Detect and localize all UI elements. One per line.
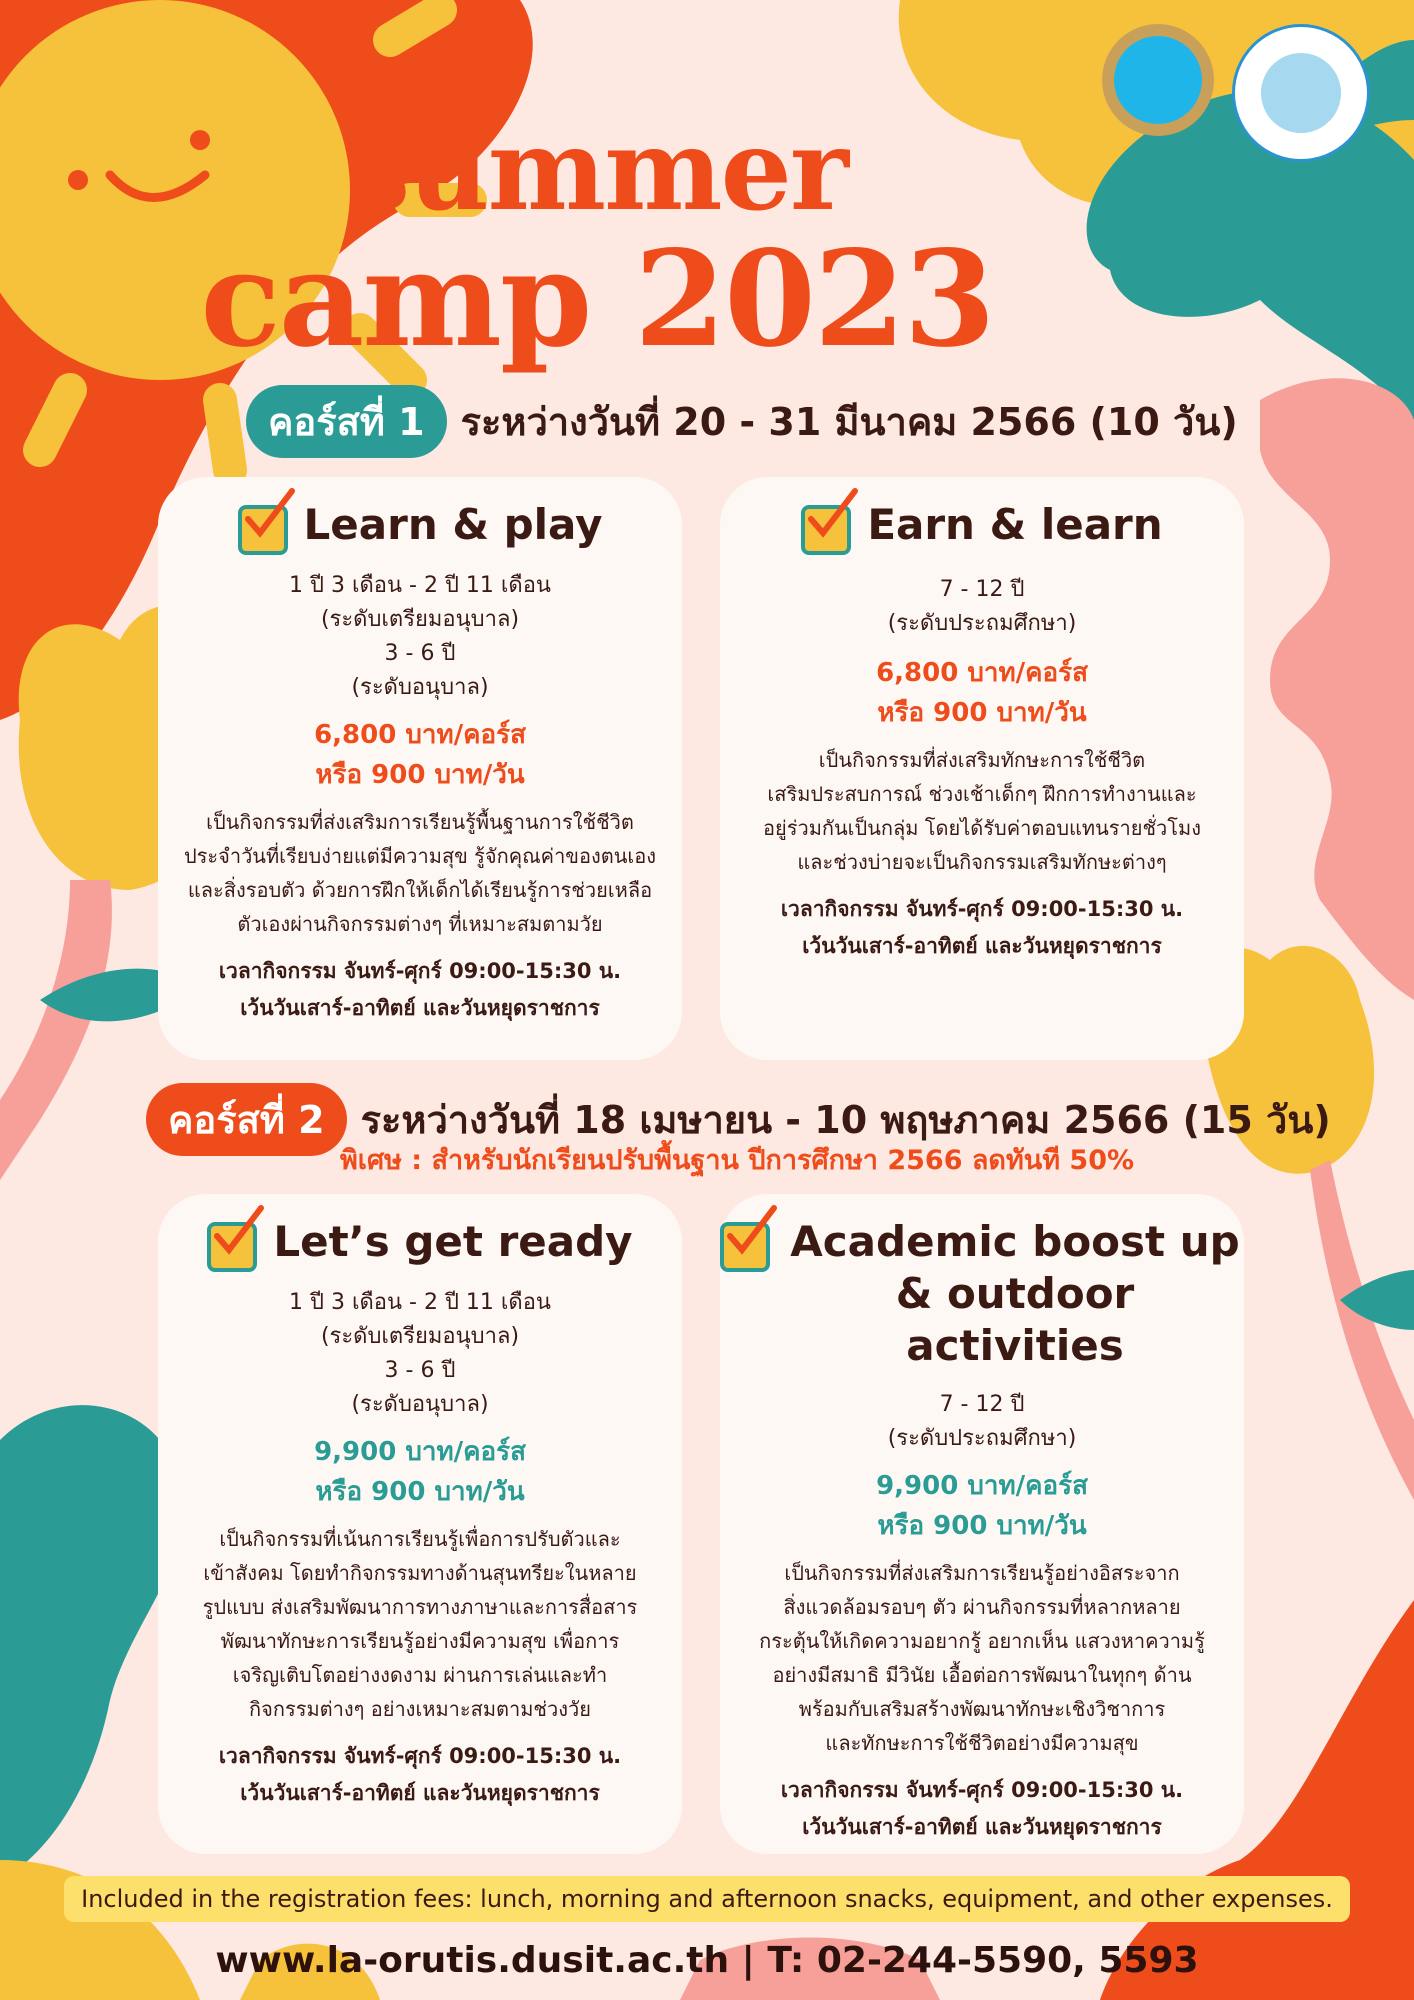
card-lets-get-ready (158, 1194, 682, 1854)
description-line: อยู่ร่วมกันเป็นกลุ่ม โดยได้รับค่าตอบแทนรายชั่วโมง (763, 816, 1201, 840)
schedule-line: เวลากิจกรรม จันทร์-ศุกร์ 09:00-15:30 น. (780, 897, 1184, 921)
description-line: เข้าสังคม โดยทำกิจกรรมทางด้านสุนทรียะในหลาย (203, 1561, 637, 1585)
age-text: (ระดับเตรียมอนุบาล) (320, 607, 520, 632)
description-line: เป็นกิจกรรมที่ส่งเสริมการเรียนรู้อย่างอิสระจาก (784, 1561, 1180, 1585)
description-line: ประจำวันที่เรียบง่ายแต่มีความสุข รู้จักคุณค่าของตนเอง (183, 844, 657, 868)
course-2-date: ระหว่างวันที่ 18 เมษายน - 10 พฤษภาคม 2566 (15 วัน) (360, 1098, 1331, 1142)
description (174, 805, 667, 941)
schedule-line: เว้นวันเสาร์-อาทิตย์ และวันหยุดราชการ (802, 1815, 1162, 1839)
description-line: พัฒนาทักษะการเรียนรู้อย่างมีความสุข เพื่อการ (220, 1629, 620, 1653)
course-1-header (246, 385, 1238, 458)
price-text: 6,800 บาท/คอร์ส (314, 720, 526, 750)
price-text: หรือ 900 บาท/วัน (315, 1477, 525, 1507)
card-title: Learn & play (303, 500, 603, 549)
description (174, 1522, 667, 1726)
price-text: หรือ 900 บาท/วัน (877, 698, 1087, 728)
age-text: 1 ปี 3 เดือน - 2 ปี 11 เดือน (289, 573, 551, 598)
title-line-1: summer (347, 105, 847, 236)
price-text: หรือ 900 บาท/วัน (315, 760, 525, 790)
schedule (720, 891, 1244, 965)
age-text: 3 - 6 ปี (384, 1358, 456, 1383)
description-line: เจริญเติบโตอย่างงดงาม ผ่านการเล่นและทำ (232, 1663, 608, 1687)
schedule-line: เวลากิจกรรม จันทร์-ศุกร์ 09:00-15:30 น. (780, 1778, 1184, 1802)
special-offer: พิเศษ : สำหรับนักเรียนปรับพื้นฐาน ปีการศึกษา 2566 ลดทันที 50% (339, 1145, 1135, 1176)
age-text: (ระดับอนุบาล) (351, 1392, 489, 1417)
description-line: ตัวเองผ่านกิจกรรมต่างๆ ที่เหมาะสมตามวัย (237, 912, 603, 936)
card-learn-and-play (158, 477, 682, 1060)
price-text: 9,900 บาท/คอร์ส (314, 1437, 526, 1467)
age-text: 3 - 6 ปี (384, 641, 456, 666)
description-line: สิ่งแวดล้อมรอบๆ ตัว ผ่านกิจกรรมที่หลากหลาย (783, 1595, 1181, 1619)
description-line: เสริมประสบการณ์ ช่วงเช้าเด็กๆ ฝึกการทำงานและ (767, 782, 1197, 806)
checkbox-icon (207, 1222, 257, 1272)
description (736, 1556, 1229, 1760)
description-line: กิจกรรมต่างๆ อย่างเหมาะสมตามช่วงวัย (249, 1697, 591, 1721)
checkbox-icon (238, 505, 288, 555)
age-text: 1 ปี 3 เดือน - 2 ปี 11 เดือน (289, 1290, 551, 1315)
description (736, 743, 1229, 879)
schedule (720, 1772, 1244, 1846)
description-line: เป็นกิจกรรมที่เน้นการเรียนรู้เพื่อการปรับตัวและ (219, 1527, 621, 1551)
checkbox-icon (801, 505, 851, 555)
schedule-line: เว้นวันเสาร์-อาทิตย์ และวันหยุดราชการ (240, 996, 600, 1020)
schedule (158, 953, 682, 1027)
description-line: อย่างมีสมาธิ มีวินัย เอื้อต่อการพัฒนาในทุกๆ ด้าน (772, 1663, 1192, 1687)
course-1-pill: คอร์สที่ 1 (246, 385, 447, 458)
card-title-line: & outdoor activities (895, 1269, 1135, 1370)
card-title (786, 1216, 1244, 1372)
description-line: เป็นกิจกรรมที่ส่งเสริมทักษะการใช้ชีวิต (818, 748, 1146, 772)
age-text: (ระดับประถมศึกษา) (887, 1426, 1077, 1451)
description-line: รูปแบบ ส่งเสริมพัฒนาการทางภาษาและการสื่อสาร (202, 1595, 638, 1619)
card-earn-and-learn (720, 477, 1244, 1060)
description-line: เป็นกิจกรรมที่ส่งเสริมการเรียนรู้พื้นฐานการใช้ชีวิต (206, 810, 634, 834)
card-title: Let’s get ready (273, 1217, 633, 1266)
title-line-2: camp 2023 (200, 222, 994, 377)
card-title: Earn & learn (867, 500, 1163, 549)
description-line: และสิ่งรอบตัว ด้วยการฝึกให้เด็กได้เรียนรู้การช่วยเหลือ (187, 878, 653, 902)
price-text: 9,900 บาท/คอร์ส (876, 1471, 1088, 1501)
age-text: 7 - 12 ปี (939, 1392, 1025, 1417)
schedule-line: เวลากิจกรรม จันทร์-ศุกร์ 09:00-15:30 น. (218, 1744, 622, 1768)
card-academic-boost-up (720, 1194, 1244, 1854)
age-text: (ระดับอนุบาล) (351, 675, 489, 700)
schedule-line: เว้นวันเสาร์-อาทิตย์ และวันหยุดราชการ (802, 934, 1162, 958)
description-line: กระตุ้นให้เกิดความอยากรู้ อยากเห็น แสวงหาความรู้ (759, 1629, 1205, 1653)
price-text: 6,800 บาท/คอร์ส (876, 658, 1088, 688)
fees-note: Included in the registration fees: lunch, morning and afternoon snacks, equipment, and other expenses. (64, 1876, 1350, 1922)
card-title-line: Academic boost up (790, 1217, 1240, 1266)
age-text: 7 - 12 ปี (939, 577, 1025, 602)
course-2-pill: คอร์สที่ 2 (146, 1083, 347, 1156)
age-text: (ระดับประถมศึกษา) (887, 611, 1077, 636)
description-line: และทักษะการใช้ชีวิตอย่างมีความสุข (825, 1731, 1139, 1755)
schedule-line: เว้นวันเสาร์-อาทิตย์ และวันหยุดราชการ (240, 1781, 600, 1805)
contact-footer[interactable]: www.la-orutis.dusit.ac.th | T: 02-244-5590, 5593 (215, 1940, 1199, 1981)
description-line: และช่วงบ่ายจะเป็นกิจกรรมเสริมทักษะต่างๆ (797, 850, 1167, 874)
description-line: พร้อมกับเสริมสร้างพัฒนาทักษะเชิงวิชาการ (798, 1697, 1166, 1721)
schedule (158, 1738, 682, 1812)
schedule-line: เวลากิจกรรม จันทร์-ศุกร์ 09:00-15:30 น. (218, 959, 622, 983)
price-text: หรือ 900 บาท/วัน (877, 1511, 1087, 1541)
checkbox-icon (720, 1222, 770, 1272)
age-text: (ระดับเตรียมอนุบาล) (320, 1324, 520, 1349)
course-1-date: ระหว่างวันที่ 20 - 31 มีนาคม 2566 (10 วัน) (460, 400, 1238, 444)
